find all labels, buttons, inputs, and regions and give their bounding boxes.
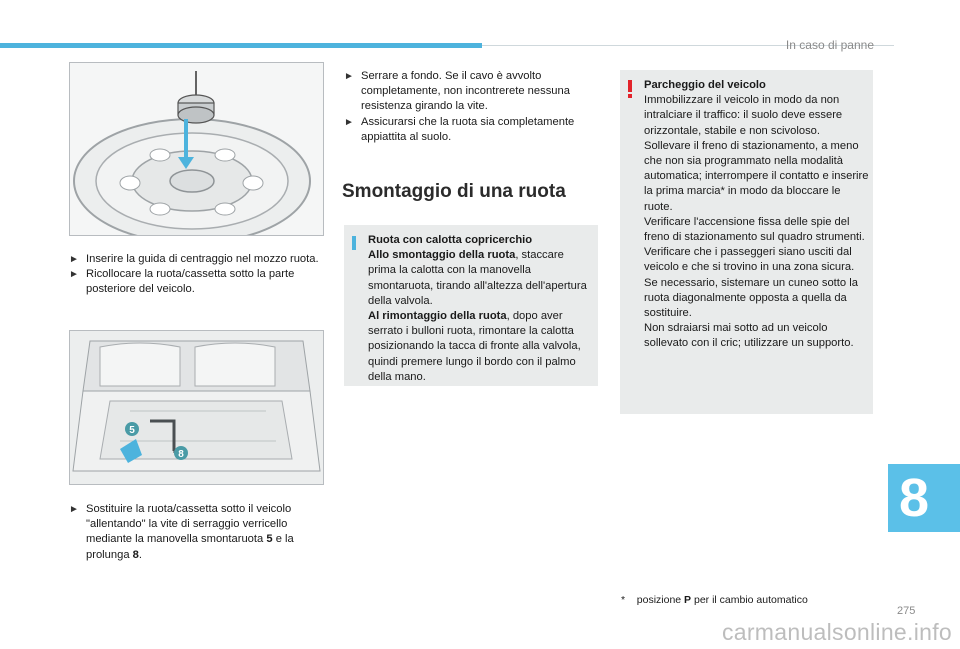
warning-paragraph: Immobilizzare il veicolo in modo da non intralciare il traffico: il suolo deve essere orizzontale, stabile e non scivoloso. (644, 94, 843, 137)
list-item: ► Serrare a fondo. Se il cavo è avvolto completamente, non incontrerete nessuna resistenza girando la vite. (344, 70, 570, 113)
info-box-refit: Al rimontaggio della ruota, dopo aver serrato i bulloni ruota, rimontare la calotta posizionando la tacca di fronte alla valvola, quindi premere lungo il bordo con il palmo della mano. (368, 310, 581, 383)
warning-paragraph: Se necessario, sistemare un cuneo sotto la ruota diagonalmente opposta a quella da sostituire. (644, 276, 858, 320)
header-accent-bar (0, 43, 482, 48)
arrow-bullet-icon: ► (344, 71, 354, 82)
trunk-figure (69, 330, 324, 485)
warning-box-title: Parcheggio del veicolo (644, 79, 766, 91)
arrow-bullet-icon: ► (344, 116, 354, 128)
info-box-title: Ruota con calotta copricerchio (368, 234, 533, 246)
list-item: ► Sostituire la ruota/cassetta sotto il veicolo "allentando" la vite di serraggio verricello mediante la manovella smontaruota 5 e la prolunga 8. (69, 503, 294, 561)
warning-paragraph: Sollevare il freno di stazionamento, a meno che non sia programmato nella modalità automatica; interrompere il contatto e inserire la prima marcia* in modo da bloccare le ruote. (644, 139, 869, 213)
warning-icon-dot (628, 94, 632, 98)
warning-paragraph: Verificare l'accensione fissa delle spie del freno di stazionamento sul quadro strumenti. (644, 215, 865, 244)
page-number: 275 (897, 605, 916, 617)
trunk-illustration (70, 331, 323, 484)
label-8: 8 (178, 449, 184, 460)
spare-wheel-figure (69, 62, 324, 236)
section-heading: Smontaggio di una ruota (342, 181, 566, 202)
arrow-bullet-icon: ► (69, 504, 79, 515)
arrow-bullet-icon: ► (69, 254, 79, 265)
info-box (344, 225, 598, 386)
watermark: carmanualsonline.info (721, 619, 952, 645)
warning-box (620, 70, 873, 414)
arrow-bullet-icon: ► (69, 269, 79, 281)
centering-instructions (69, 252, 319, 298)
spare-wheel-illustration (70, 63, 323, 235)
chapter-tab: 8 (888, 464, 960, 532)
replace-wheel-instructions (69, 502, 319, 563)
info-box-removal: Allo smontaggio della ruota, staccare prima la calotta con la manovella smontaruota, tirando all'altezza dell'apertura della valvola. (368, 249, 587, 307)
tighten-instructions (344, 69, 598, 145)
footnote: * posizione P per il cambio automatico (621, 594, 808, 606)
warning-icon (628, 80, 632, 92)
warning-paragraph: Verificare che i passeggeri siano usciti dal veicolo e che si trovino in una zona sicura. (644, 246, 855, 274)
label-5: 5 (129, 425, 135, 436)
list-item: ► Assicurarsi che la ruota sia completamente appiattita al suolo. (344, 115, 575, 143)
info-icon (352, 236, 356, 250)
section-title: In caso di panne (785, 38, 874, 52)
list-item: ► Ricollocare la ruota/cassetta sotto la parte posteriore del veicolo. (69, 268, 295, 296)
footnote-mark: * (621, 594, 626, 606)
warning-paragraph: Non sdraiarsi mai sotto ad un veicolo sollevato con il cric; utilizzare un supporto. (644, 322, 854, 350)
list-item: ► Inserire la guida di centraggio nel mozzo ruota. (69, 252, 319, 267)
